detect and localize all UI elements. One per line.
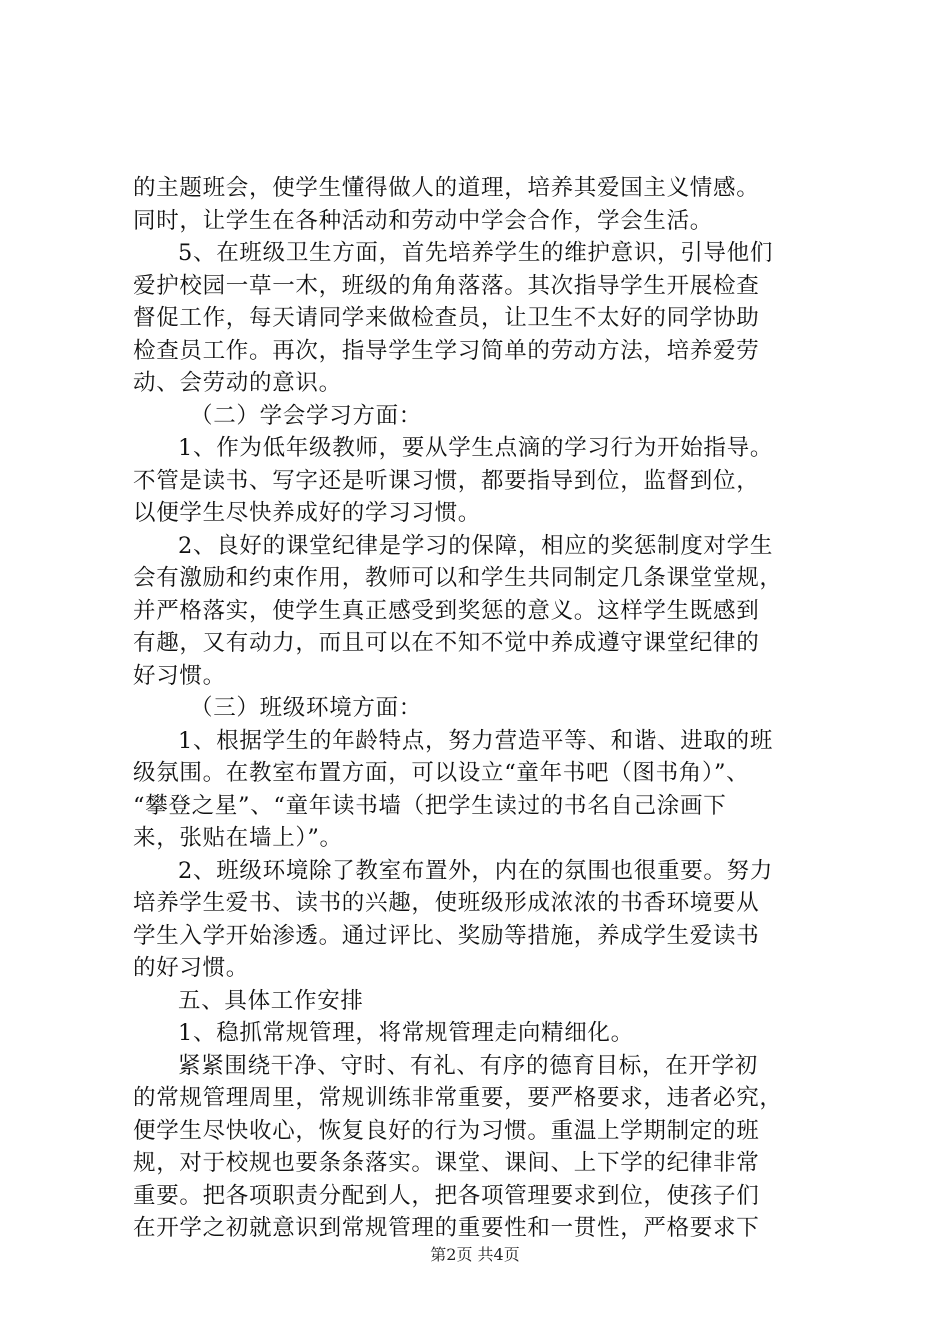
text-line: 1、根据学生的年龄特点，努力营造平等、和谐、进取的班 bbox=[178, 727, 774, 754]
section-heading: （三）班级环境方面： bbox=[190, 695, 423, 721]
text-line: 级氛围。在教室布置方面，可以设立“童年书吧（图书角）”、 bbox=[133, 760, 750, 786]
text-line: 紧紧围绕干净、守时、有礼、有序的德育目标，在开学初 bbox=[178, 1052, 759, 1079]
text-line: 在开学之初就意识到常规管理的重要性和一贯性，严格要求下 bbox=[133, 1215, 760, 1241]
text-line: 爱护校园一草一木，班级的角角落落。其次指导学生开展检查 bbox=[133, 272, 760, 299]
text-line: “攀登之星”、“童年读书墙（把学生读过的书名自己涂画下 bbox=[133, 792, 727, 819]
text-line: 便学生尽快收心，恢复良好的行为习惯。重温上学期制定的班 bbox=[133, 1117, 760, 1144]
text-line: 1、稳抓常规管理，将常规管理走向精细化。 bbox=[178, 1020, 634, 1046]
text-line: 5、在班级卫生方面，首先培养学生的维护意识，引导他们 bbox=[178, 240, 774, 266]
text-line: 学生入学开始渗透。通过评比、奖励等措施，养成学生爱读书 bbox=[133, 922, 760, 949]
text-line: 好习惯。 bbox=[133, 662, 226, 689]
section-heading: 五、具体工作安排 bbox=[178, 987, 364, 1014]
page-number-label: 第2页 共4页 bbox=[430, 1245, 520, 1264]
section-heading: （二）学会学习方面： bbox=[190, 402, 423, 429]
text-line: 规，对于校规也要条条落实。课堂、课间、上下学的纪律非常 bbox=[133, 1150, 760, 1176]
text-line: 的主题班会，使学生懂得做人的道理，培养其爱国主义情感。 bbox=[133, 175, 760, 201]
text-line: 会有激励和约束作用，教师可以和学生共同制定几条课堂堂规， bbox=[133, 565, 783, 591]
text-line: 来，张贴在墙上）”。 bbox=[133, 825, 343, 851]
text-line: 检查员工作。再次，指导学生学习简单的劳动方法，培养爱劳 bbox=[133, 337, 760, 364]
text-line: 重要。把各项职责分配到人，把各项管理要求到位，使孩子们 bbox=[133, 1182, 760, 1209]
text-line: 的常规管理周里，常规训练非常重要，要严格要求，违者必究， bbox=[133, 1085, 783, 1111]
text-line: 培养学生爱书、读书的兴趣，使班级形成浓浓的书香环境要从 bbox=[133, 890, 760, 916]
text-line: 有趣，又有动力，而且可以在不知不觉中养成遵守课堂纪律的 bbox=[133, 630, 760, 656]
document-body bbox=[133, 172, 833, 1245]
text-line: 2、班级环境除了教室布置外，内在的氛围也很重要。努力 bbox=[178, 857, 774, 884]
text-line: 督促工作，每天请同学来做检查员，让卫生不太好的同学协助 bbox=[133, 305, 760, 331]
text-line: 动、会劳动的意识。 bbox=[133, 370, 342, 396]
text-line: 并严格落实，使学生真正感受到奖惩的意义。这样学生既感到 bbox=[133, 597, 760, 624]
text-line: 2、良好的课堂纪律是学习的保障，相应的奖惩制度对学生 bbox=[178, 532, 774, 559]
page-footer bbox=[0, 1243, 950, 1267]
text-line: 1、作为低年级教师，要从学生点滴的学习行为开始指导。 bbox=[178, 435, 774, 461]
text-line: 的好习惯。 bbox=[133, 955, 250, 981]
text-line: 以便学生尽快养成好的学习习惯。 bbox=[133, 500, 482, 526]
text-line: 不管是读书、写字还是听课习惯，都要指导到位，监督到位， bbox=[133, 467, 760, 494]
text-line: 同时，让学生在各种活动和劳动中学会合作，学会生活。 bbox=[133, 207, 714, 234]
